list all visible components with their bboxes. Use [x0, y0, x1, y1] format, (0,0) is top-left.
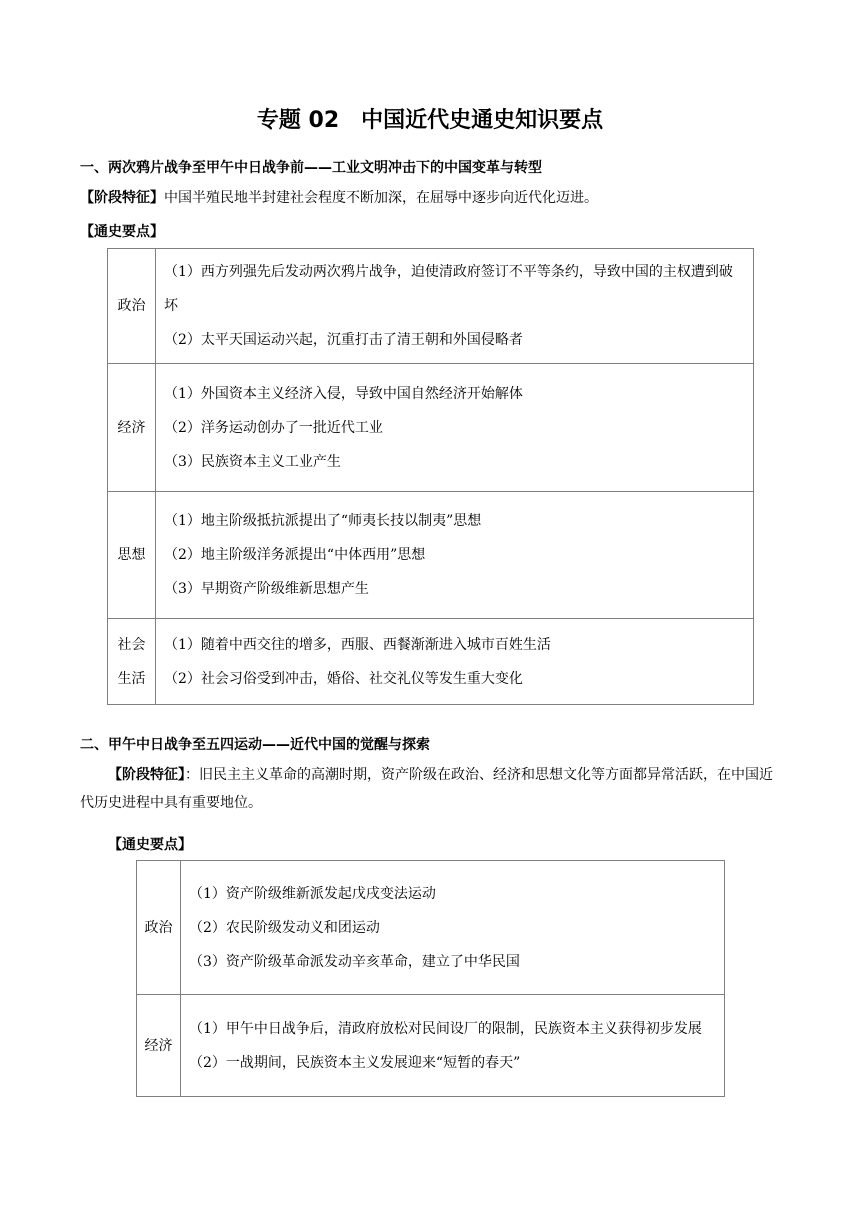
list-item: （1）资产阶级维新派发起戊戌变法运动 [189, 885, 436, 902]
list-item: （2）一战期间，民族资本主义发展迎来“短暂的春天” [189, 1054, 521, 1071]
row-category: 政治 [137, 861, 181, 995]
list-item: （2）农民阶级发动义和团运动 [189, 919, 380, 936]
section-1-table [107, 248, 754, 705]
list-item: （1）地主阶级抵抗派提出了“师夷长技以制夷”思想 [164, 513, 482, 529]
section-1-feature [80, 184, 780, 212]
feature-text: 中国半殖民地半封建社会程度不断加深，在屈辱中逐步向近代化迈进。 [164, 190, 598, 206]
row-category-line: 社会 [117, 636, 146, 653]
row-category [108, 619, 156, 705]
section-2-feature [80, 761, 780, 817]
list-item: （1）西方列强先后发动两次鸦片战争，迫使清政府签订不平等条约，导致中国的主权遭到破坏 [164, 264, 733, 314]
section-1-points-label: 【通史要点】 [80, 224, 164, 240]
section-2-heading: 二、甲午中日战争至五四运动——近代中国的觉醒与探索 [80, 737, 430, 753]
feature-label: 【阶段特征】 [108, 767, 185, 783]
table-row [137, 995, 725, 1097]
table-row [137, 861, 725, 995]
row-category: 经济 [108, 364, 156, 492]
list-item: （1）甲午中日战争后，清政府放松对民间设厂的限制，民族资本主义获得初步发展 [189, 1020, 702, 1037]
section-2-points-label: 【通史要点】 [108, 837, 192, 853]
section-1-heading: 一、两次鸦片战争至甲午中日战争前——工业文明冲击下的中国变革与转型 [80, 160, 542, 176]
document-title: 专题 02 中国近代史通史知识要点 [256, 108, 604, 133]
list-item: （3）民族资本主义工业产生 [164, 453, 341, 470]
feature-text: ：旧民主主义革命的高潮时期，资产阶级在政治、经济和思想文化等方面都异常活跃，在中国近代历史进程中具有重要地位。 [80, 767, 773, 811]
list-item: （2）洋务运动创办了一批近代工业 [164, 419, 383, 436]
list-item: （2）太平天国运动兴起，沉重打击了清王朝和外国侵略者 [164, 332, 523, 348]
table-row [108, 364, 754, 492]
list-item: （2）社会习俗受到冲击，婚俗、社交礼仪等发生重大变化 [164, 670, 523, 687]
table-row [108, 249, 754, 364]
row-category: 政治 [108, 249, 156, 364]
row-category: 经济 [137, 995, 181, 1097]
row-category: 思想 [108, 492, 156, 619]
section-2-table [136, 860, 725, 1097]
list-item: （1）随着中西交往的增多，西服、西餐渐渐进入城市百姓生活 [164, 636, 551, 653]
table-row [108, 619, 754, 705]
list-item: （3）资产阶级革命派发动辛亥革命，建立了中华民国 [189, 953, 520, 970]
list-item: （1）外国资本主义经济入侵，导致中国自然经济开始解体 [164, 385, 523, 402]
feature-label: 【阶段特征】 [80, 190, 164, 206]
row-category-line: 生活 [117, 670, 146, 687]
list-item: （2）地主阶级洋务派提出“中体西用”思想 [164, 547, 426, 563]
list-item: （3）早期资产阶级维新思想产生 [164, 581, 369, 597]
table-row [108, 492, 754, 619]
